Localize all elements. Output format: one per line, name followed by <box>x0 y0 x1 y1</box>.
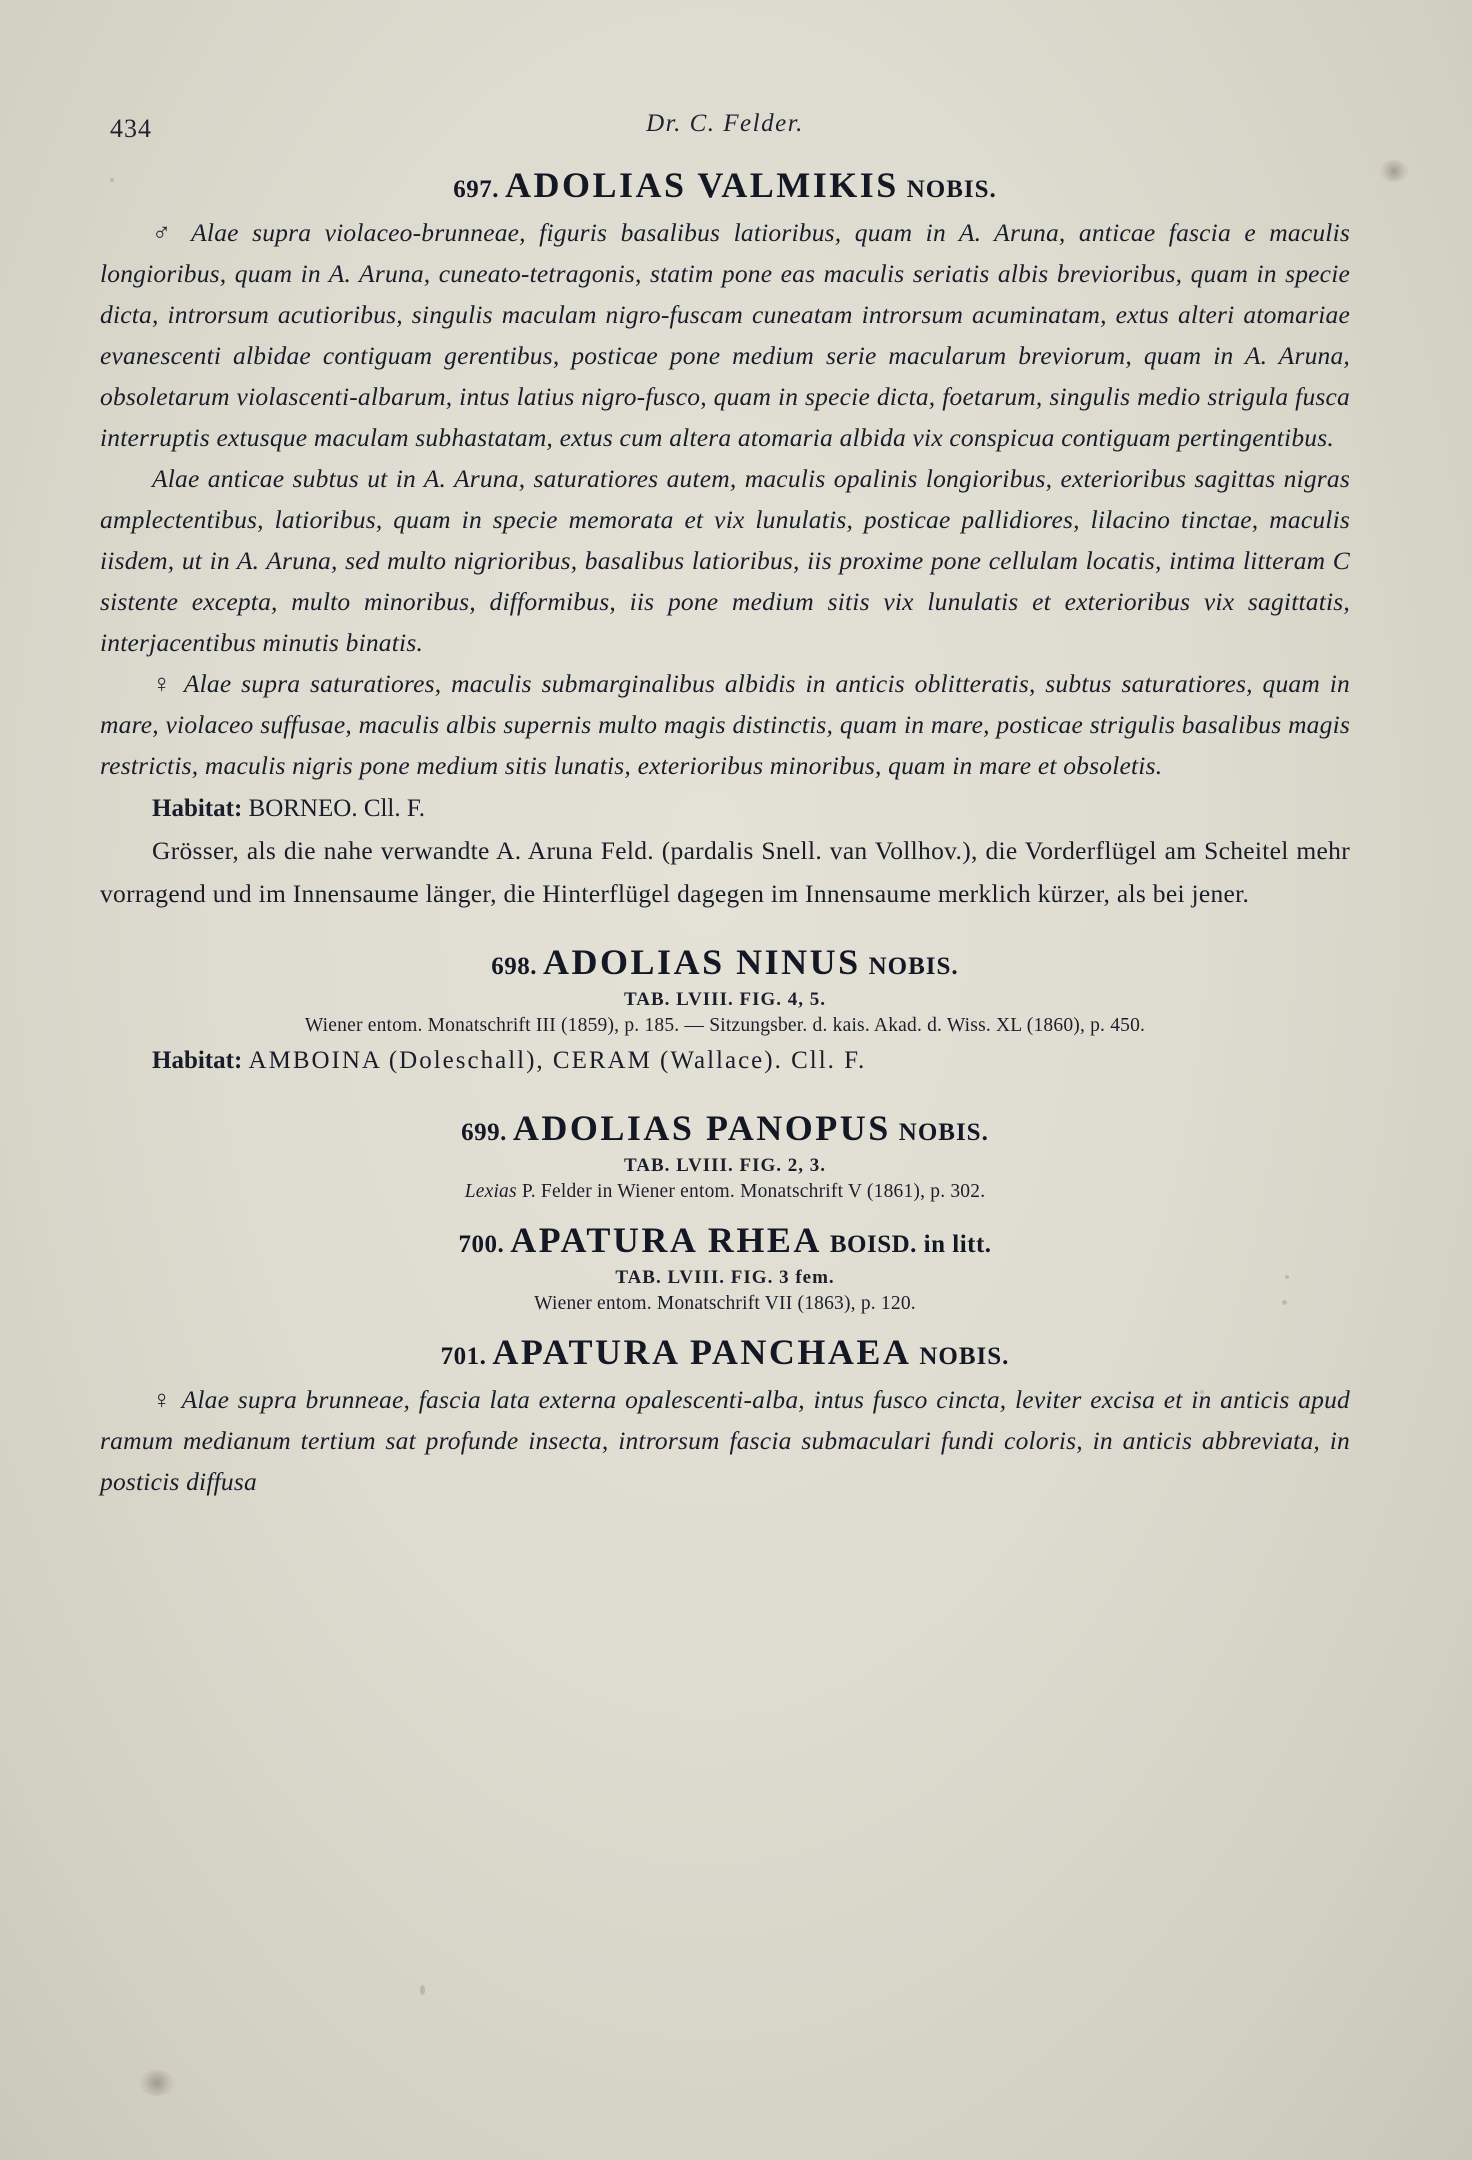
habitat-value: AMBOINA (Doleschall), CERAM (Wallace). Cll. F. <box>248 1047 867 1074</box>
species-name: ADOLIAS NINUS <box>543 942 861 982</box>
plate-reference: TAB. LVIII. FIG. 4, 5. <box>623 989 827 1010</box>
species-name: APATURA PANCHAEA <box>492 1332 912 1372</box>
paper-speckle <box>420 1985 425 1995</box>
bibliographic-reference: Wiener entom. Monatschrift VII (1863), p. 120. <box>534 1293 916 1314</box>
habitat-label: Habitat: <box>152 795 243 822</box>
description-paragraph: ♂ Alae supra violaceo-brunneae, figuris basalibus latioribus, quam in A. Aruna, anticae fascia e maculis longioribus, quam in A. Aruna, cuneato-tetragonis, statim pone eas maculis seriatis albis brevioribus, quam in specie dicta, introrsum acutioribus, singulis maculam nigro-fuscam cuneatam introrsum acuminatam, extus alteri atomariae evanescenti albidae contiguam gerentibus, posticae pone medium serie macularum breviorum, quam in A. Aruna, obsoletarum violascenti-albarum, intus latius nigro-fusco, quam in specie dicta, foetarum, singulis medio strigula fusca interruptis extusque maculam subhastatam, extus cum altera atomaria albida vix conspicua contiguam pertingentibus. <box>100 218 1350 452</box>
remark-paragraph: Grösser, als die nahe verwandte A. Aruna Feld. (pardalis Snell. van Vollhov.), die Vorderflügel am Scheitel mehr vorragend und im Innensaume länger, die Hinterflügel dagegen im Innensaume merklich kürzer, als bei jener. <box>100 836 1350 908</box>
description-paragraph: ♀ Alae supra saturatiores, maculis submarginalibus albidis in anticis oblitteratis, subtus saturatiores, quam in mare, violaceo suffusae, maculis albis supernis multo magis distinctis, quam in mare, posticae strigulis basalibus magis restrictis, maculis nigris pone medium sitis lunatis, exterioribus minoribus, quam in mare et obsoletis. <box>100 669 1350 780</box>
plate-reference: TAB. LVIII. FIG. 2, 3. <box>623 1155 827 1176</box>
species-heading <box>100 164 1350 206</box>
species-entry <box>100 941 1350 1081</box>
species-heading <box>100 1331 1350 1373</box>
running-head: Dr. C. Felder. <box>646 110 804 137</box>
bibliographic-reference <box>100 1181 1350 1203</box>
species-heading <box>100 1219 1350 1261</box>
folio-number: 434 <box>110 114 152 143</box>
species-authority: NOBIS. <box>868 953 959 980</box>
species-authority: BOISD. in litt. <box>829 1231 992 1258</box>
species-entry <box>100 1107 1350 1203</box>
genus-synonym: Lexias <box>464 1181 517 1202</box>
species-entry <box>100 1331 1350 1502</box>
description-paragraph: Alae anticae subtus ut in A. Aruna, saturatiores autem, maculis opalinis longioribus, exterioribus sagittas nigras amplectentibus, latioribus, quam in specie memorata et vix lunulatis, posticae pallidiores, lilacino tinctae, maculis iisdem, ut in A. Aruna, sed multo nigrioribus, basalibus latioribus, iis proxime pone cellulam locatis, intima litteram C sistente excepta, multo minoribus, difformibus, iis pone medium sitis vix lunulatis et exterioribus vix sagittatis, interjacentibus minutis binatis. <box>100 464 1350 657</box>
description-paragraph: ♀ Alae supra brunneae, fascia lata externa opalescenti-alba, intus fusco cincta, leviter excisa et in anticis apud ramum medianum tertium sat profunde insecta, introrsum fascia submaculari fundi coloris, in anticis abbreviata, in posticis diffusa <box>100 1385 1350 1496</box>
species-number: 701. <box>440 1343 487 1370</box>
habitat-line <box>100 1040 1350 1081</box>
species-number: 697. <box>453 176 499 203</box>
species-name: APATURA RHEA <box>510 1220 822 1260</box>
species-heading <box>100 941 1350 983</box>
paper-blot <box>140 2070 174 2096</box>
reference-text: P. Felder in Wiener entom. Monatschrift V (1861), p. 302. <box>521 1181 986 1202</box>
habitat-line <box>100 788 1350 829</box>
habitat-value: BORNEO. Cll. F. <box>248 795 426 822</box>
paper-blot <box>1380 160 1408 182</box>
species-number: 699. <box>461 1119 507 1146</box>
species-number: 698. <box>491 953 538 980</box>
species-authority: NOBIS. <box>919 1343 1010 1370</box>
species-number: 700. <box>458 1231 505 1258</box>
habitat-label: Habitat: <box>152 1047 243 1074</box>
page-content <box>100 100 1350 1502</box>
species-heading <box>100 1107 1350 1149</box>
bibliographic-reference: Wiener entom. Monatschrift III (1859), p. 185. — Sitzungsber. d. kais. Akad. d. Wiss. XL (1860), p. 450. <box>304 1015 1146 1036</box>
species-entry <box>100 1219 1350 1315</box>
page-header <box>100 100 1350 143</box>
species-authority: NOBIS. <box>898 1119 989 1146</box>
species-entry <box>100 164 1350 915</box>
species-name: ADOLIAS VALMIKIS <box>504 165 899 205</box>
species-authority: NOBIS. <box>906 176 997 203</box>
plate-reference: TAB. LVIII. FIG. 3 fem. <box>615 1267 835 1288</box>
species-name: ADOLIAS PANOPUS <box>512 1108 891 1148</box>
